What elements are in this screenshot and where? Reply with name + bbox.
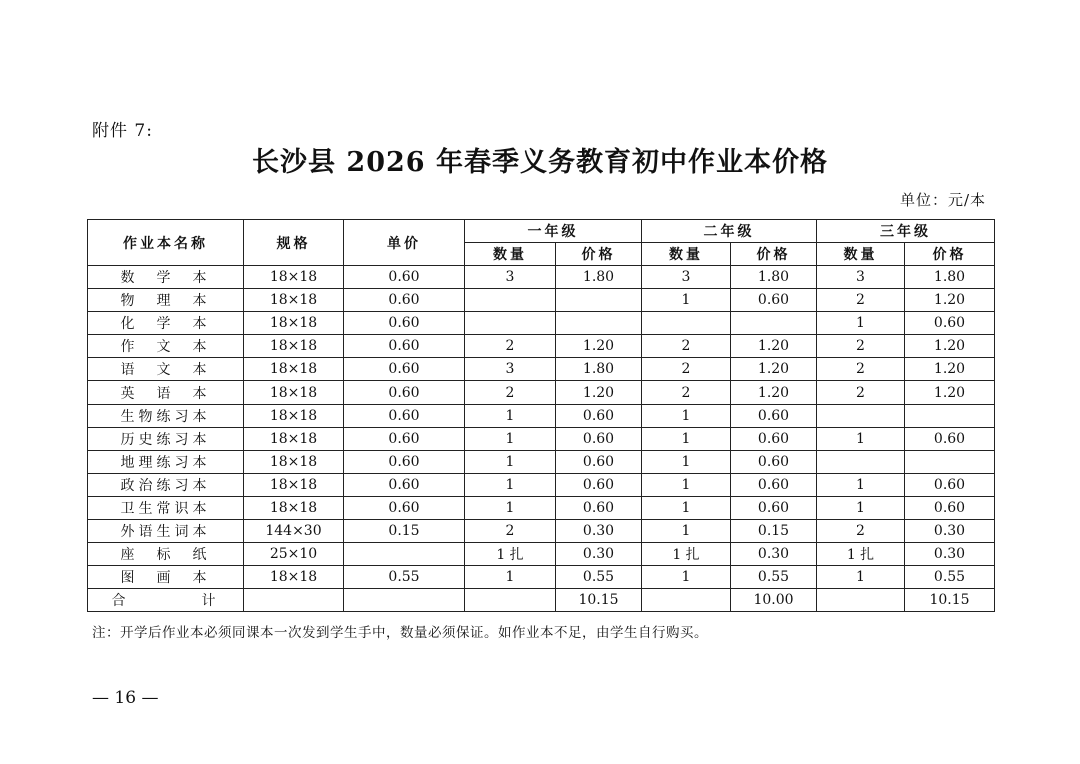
cell-name: 卫生常识本 — [88, 496, 244, 519]
cell-g1-price: 0.30 — [556, 543, 642, 566]
cell-spec: 18×18 — [244, 473, 344, 496]
cell-g1-qty: 1 — [465, 450, 556, 473]
cell-g2-price: 0.15 — [731, 520, 817, 543]
cell-name: 英 语 本 — [88, 381, 244, 404]
cell-g2-price: 1.20 — [731, 381, 817, 404]
header-grade-2: 二年级 — [642, 220, 817, 243]
table-row — [88, 427, 995, 450]
cell-g1-price: 0.55 — [556, 566, 642, 589]
cell-g1-price: 0.60 — [556, 473, 642, 496]
total-g1-price: 10.15 — [556, 589, 642, 612]
cell-unit-price: 0.60 — [344, 450, 465, 473]
cell-spec: 18×18 — [244, 404, 344, 427]
cell-name: 政治练习本 — [88, 473, 244, 496]
cell-g3-price: 0.60 — [905, 473, 995, 496]
cell-g1-price: 1.20 — [556, 335, 642, 358]
page-title: 长沙县 2026 年春季义务教育初中作业本价格 — [252, 147, 828, 178]
total-g2-price: 10.00 — [731, 589, 817, 612]
header-spec: 规格 — [244, 220, 344, 266]
cell-g2-qty: 1 — [642, 566, 731, 589]
cell-g2-qty: 1 扎 — [642, 543, 731, 566]
cell-g3-qty: 1 — [817, 473, 905, 496]
cell-g2-price — [731, 312, 817, 335]
cell-g3-price: 0.60 — [905, 312, 995, 335]
cell-g3-qty: 1 扎 — [817, 543, 905, 566]
table-row — [88, 266, 995, 289]
cell-unit-price: 0.15 — [344, 520, 465, 543]
table-row — [88, 473, 995, 496]
cell-g3-qty: 2 — [817, 289, 905, 312]
price-table — [87, 219, 995, 612]
cell-spec: 18×18 — [244, 289, 344, 312]
cell-g1-price: 1.20 — [556, 381, 642, 404]
cell-g3-qty — [817, 450, 905, 473]
cell-spec: 18×18 — [244, 566, 344, 589]
cell-g2-qty: 2 — [642, 335, 731, 358]
cell-name: 外语生词本 — [88, 520, 244, 543]
cell-g1-qty: 1 — [465, 496, 556, 519]
total-g3-price: 10.15 — [905, 589, 995, 612]
cell-g2-price: 1.80 — [731, 266, 817, 289]
cell-g3-qty: 1 — [817, 566, 905, 589]
table-row — [88, 496, 995, 519]
cell-g1-qty: 1 — [465, 566, 556, 589]
cell-g3-qty: 2 — [817, 520, 905, 543]
cell-g2-qty — [642, 312, 731, 335]
cell-g2-qty: 2 — [642, 358, 731, 381]
cell-g2-price: 0.30 — [731, 543, 817, 566]
table-row — [88, 335, 995, 358]
cell-name: 生物练习本 — [88, 404, 244, 427]
total-g2-qty — [642, 589, 731, 612]
cell-name: 语 文 本 — [88, 358, 244, 381]
cell-spec: 18×18 — [244, 266, 344, 289]
footnote: 注：开学后作业本必须同课本一次发到学生手中，数量必须保证。如作业本不足，由学生自行购买。 — [92, 625, 708, 641]
cell-g1-qty: 2 — [465, 335, 556, 358]
cell-g2-qty: 2 — [642, 381, 731, 404]
cell-unit-price: 0.60 — [344, 266, 465, 289]
cell-g2-qty: 3 — [642, 266, 731, 289]
page-number: — 16 — — [92, 688, 159, 708]
table-row — [88, 289, 995, 312]
cell-g1-price: 1.80 — [556, 266, 642, 289]
cell-g2-qty: 1 — [642, 427, 731, 450]
cell-g1-qty: 1 — [465, 473, 556, 496]
table-row — [88, 450, 995, 473]
cell-g1-price — [556, 312, 642, 335]
header-g2-price: 价格 — [731, 243, 817, 266]
cell-unit-price: 0.55 — [344, 566, 465, 589]
cell-unit-price: 0.60 — [344, 404, 465, 427]
cell-unit-price — [344, 543, 465, 566]
cell-g1-price: 1.80 — [556, 358, 642, 381]
cell-spec: 25×10 — [244, 543, 344, 566]
cell-g2-qty: 1 — [642, 520, 731, 543]
table-row — [88, 566, 995, 589]
cell-g1-price: 0.60 — [556, 496, 642, 519]
cell-g2-qty: 1 — [642, 404, 731, 427]
total-label: 合 计 — [88, 589, 244, 612]
table-row — [88, 404, 995, 427]
table-row — [88, 520, 995, 543]
cell-spec: 18×18 — [244, 450, 344, 473]
cell-name: 历史练习本 — [88, 427, 244, 450]
cell-spec: 18×18 — [244, 358, 344, 381]
table-row — [88, 381, 995, 404]
cell-g2-price: 0.55 — [731, 566, 817, 589]
cell-g1-qty — [465, 289, 556, 312]
cell-name: 数 学 本 — [88, 266, 244, 289]
total-unit-price — [344, 589, 465, 612]
cell-g2-qty: 1 — [642, 450, 731, 473]
cell-g3-price: 0.60 — [905, 496, 995, 519]
cell-g2-price: 1.20 — [731, 335, 817, 358]
cell-unit-price: 0.60 — [344, 381, 465, 404]
cell-spec: 18×18 — [244, 427, 344, 450]
total-g3-qty — [817, 589, 905, 612]
cell-g2-price: 1.20 — [731, 358, 817, 381]
total-g1-qty — [465, 589, 556, 612]
cell-g1-qty: 1 — [465, 427, 556, 450]
cell-g2-qty: 1 — [642, 289, 731, 312]
cell-name: 座 标 纸 — [88, 543, 244, 566]
cell-g3-price: 0.55 — [905, 566, 995, 589]
cell-spec: 18×18 — [244, 335, 344, 358]
total-spec — [244, 589, 344, 612]
header-g3-qty: 数量 — [817, 243, 905, 266]
cell-name: 图 画 本 — [88, 566, 244, 589]
cell-spec: 18×18 — [244, 496, 344, 519]
cell-unit-price: 0.60 — [344, 312, 465, 335]
cell-g1-price: 0.60 — [556, 450, 642, 473]
cell-g3-price: 1.20 — [905, 381, 995, 404]
cell-name: 作 文 本 — [88, 335, 244, 358]
cell-unit-price: 0.60 — [344, 358, 465, 381]
cell-unit-price: 0.60 — [344, 289, 465, 312]
header-grade-3: 三年级 — [817, 220, 995, 243]
cell-g2-price: 0.60 — [731, 404, 817, 427]
cell-g1-qty: 3 — [465, 266, 556, 289]
cell-unit-price: 0.60 — [344, 335, 465, 358]
cell-spec: 144×30 — [244, 520, 344, 543]
header-name: 作业本名称 — [88, 220, 244, 266]
cell-g3-qty: 1 — [817, 427, 905, 450]
cell-g2-price: 0.60 — [731, 450, 817, 473]
table-body — [88, 266, 995, 589]
cell-g1-qty: 3 — [465, 358, 556, 381]
cell-g1-price: 0.60 — [556, 404, 642, 427]
cell-g1-qty: 1 扎 — [465, 543, 556, 566]
header-g3-price: 价格 — [905, 243, 995, 266]
cell-g1-price: 0.60 — [556, 427, 642, 450]
unit-label: 单位：元/本 — [899, 191, 986, 209]
cell-unit-price: 0.60 — [344, 473, 465, 496]
cell-unit-price: 0.60 — [344, 427, 465, 450]
cell-g2-price: 0.60 — [731, 473, 817, 496]
cell-g3-qty: 2 — [817, 358, 905, 381]
cell-g3-price: 1.20 — [905, 289, 995, 312]
table-row — [88, 312, 995, 335]
cell-name: 化 学 本 — [88, 312, 244, 335]
table-row — [88, 543, 995, 566]
cell-g2-qty: 1 — [642, 473, 731, 496]
cell-spec: 18×18 — [244, 312, 344, 335]
cell-g3-qty: 1 — [817, 312, 905, 335]
header-grade-1: 一年级 — [465, 220, 642, 243]
table-header-row — [88, 220, 995, 243]
header-g1-price: 价格 — [556, 243, 642, 266]
cell-g3-qty: 2 — [817, 335, 905, 358]
cell-g2-price: 0.60 — [731, 427, 817, 450]
cell-spec: 18×18 — [244, 381, 344, 404]
cell-g3-qty: 2 — [817, 381, 905, 404]
cell-g3-qty: 1 — [817, 496, 905, 519]
cell-g2-qty: 1 — [642, 496, 731, 519]
cell-g3-price: 0.30 — [905, 520, 995, 543]
cell-name: 地理练习本 — [88, 450, 244, 473]
cell-g1-qty: 2 — [465, 520, 556, 543]
cell-name: 物 理 本 — [88, 289, 244, 312]
cell-g2-price: 0.60 — [731, 289, 817, 312]
cell-g3-qty: 3 — [817, 266, 905, 289]
cell-g3-price: 1.80 — [905, 266, 995, 289]
cell-g1-price — [556, 289, 642, 312]
total-row — [88, 589, 995, 612]
header-unit-price: 单价 — [344, 220, 465, 266]
cell-g3-price — [905, 450, 995, 473]
cell-g2-price: 0.60 — [731, 496, 817, 519]
cell-g3-qty — [817, 404, 905, 427]
cell-unit-price: 0.60 — [344, 496, 465, 519]
cell-g1-qty — [465, 312, 556, 335]
attachment-label: 附件 7: — [92, 121, 153, 141]
cell-g3-price: 0.60 — [905, 427, 995, 450]
cell-g3-price: 0.30 — [905, 543, 995, 566]
cell-g1-qty: 2 — [465, 381, 556, 404]
cell-g1-qty: 1 — [465, 404, 556, 427]
cell-g3-price — [905, 404, 995, 427]
cell-g1-price: 0.30 — [556, 520, 642, 543]
header-g1-qty: 数量 — [465, 243, 556, 266]
header-g2-qty: 数量 — [642, 243, 731, 266]
cell-g3-price: 1.20 — [905, 335, 995, 358]
cell-g3-price: 1.20 — [905, 358, 995, 381]
table-row — [88, 358, 995, 381]
